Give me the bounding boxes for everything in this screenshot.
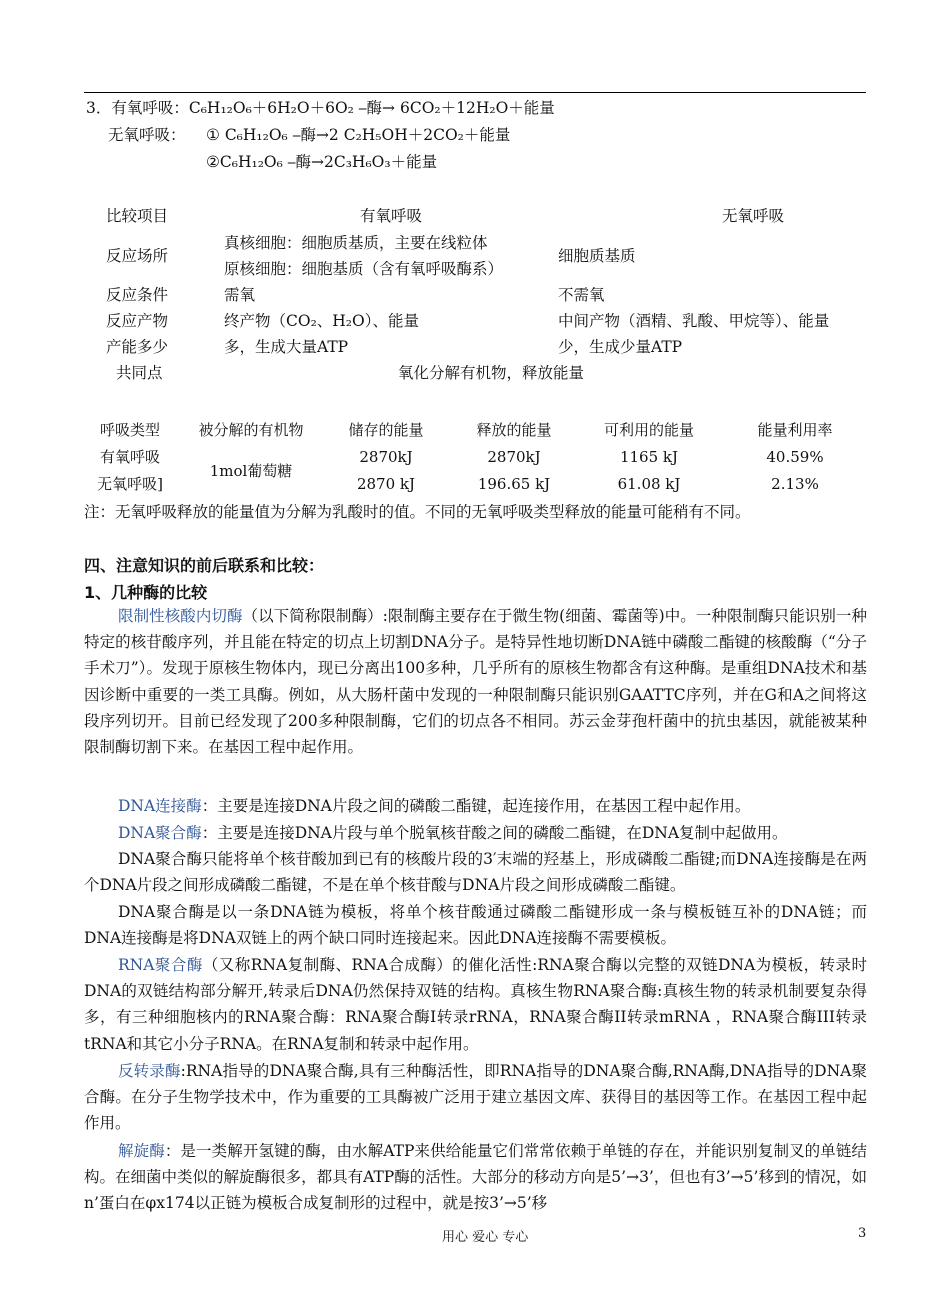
page-number: 3 xyxy=(858,1226,867,1241)
anaerobic-label: 无氧呼吸： xyxy=(108,126,186,144)
en-anaerobic-usable: 61.08 kJ xyxy=(617,475,681,493)
footer-slogan: 用心 爱心 专心 xyxy=(442,1230,529,1245)
term-rna-polymerase: RNA聚合酶 xyxy=(118,956,203,974)
paragraph-dna-polymerase xyxy=(84,820,867,846)
anaerobic-equation-2: ②C₆H₁₂O₆ ⎯酶→2C₃H₆O₃＋能量 xyxy=(206,153,438,171)
section-subtitle: 1、几种酶的比较 xyxy=(84,583,208,602)
energy-note: 注：无氧呼吸释放的能量值为分解为乳酸时的值。不同的无氧呼吸类型释放的能量可能稍有不同。 xyxy=(84,503,751,521)
row-energy-label: 产能多少 xyxy=(106,338,169,356)
en-anaerobic-rate: 2.13% xyxy=(771,475,819,493)
energy-aerobic: 多，生成大量ATP xyxy=(224,338,349,356)
site-aerobic-prokaryote: 原核细胞：细胞基质（含有氧呼吸酶系） xyxy=(224,260,504,278)
row-product xyxy=(98,308,878,334)
header-compare-item: 比较项目 xyxy=(106,207,169,225)
site-aerobic-eukaryote: 真核细胞：细胞质基质，主要在线粒体 xyxy=(224,234,488,252)
paragraph-dna-ligase xyxy=(84,793,867,819)
en-row-aerobic xyxy=(84,444,874,471)
row-product-label: 反应产物 xyxy=(106,312,169,330)
text-dna-ligase: ：主要是连接DNA片段之间的磷酸二酯键，起连接作用，在基因工程中起作用。 xyxy=(201,797,751,815)
row-common-label: 共同点 xyxy=(116,364,163,382)
term-dna-polymerase: DNA聚合酶 xyxy=(118,824,202,842)
paragraph-reverse-transcriptase xyxy=(84,1058,867,1137)
en-anaerobic-stored: 2870 kJ xyxy=(356,475,416,493)
row-common xyxy=(98,360,878,386)
en-header-released: 释放的能量 xyxy=(476,421,552,439)
text-reverse-transcriptase: :RNA指导的DNA聚合酶,具有三种酶活性，即RNA指导的DNA聚合酶,RNA酶,DNA指导的DNA聚合酶。在分子生物学技术中，作为重要的工具酶被广泛用于建立基因文库、获得目的基因等工作。在基因工程中起作用。 xyxy=(84,1062,867,1133)
en-header-type: 呼吸类型 xyxy=(99,421,160,439)
site-anaerobic: 细胞质基质 xyxy=(558,247,636,265)
respiration-comparison-table xyxy=(98,202,878,386)
term-reverse-transcriptase: 反转录酶 xyxy=(118,1062,181,1080)
row-energy xyxy=(98,334,878,360)
energy-anaerobic: 少，生成少量ATP xyxy=(558,338,683,356)
paragraph-restriction-enzyme xyxy=(84,603,867,760)
paragraph-helicase xyxy=(84,1138,867,1218)
header-aerobic: 有氧呼吸 xyxy=(359,207,422,225)
en-header-stored: 储存的能量 xyxy=(348,421,424,439)
term-helicase: 解旋酶 xyxy=(118,1142,165,1160)
header-rule xyxy=(84,92,866,93)
en-header-rate: 能量利用率 xyxy=(757,421,833,439)
common-value: 氧化分解有机物，释放能量 xyxy=(397,364,584,382)
paragraph-polymerase-vs-ligase-1: DNA聚合酶只能将单个核苷酸加到已有的核酸片段的3′末端的羟基上，形成磷酸二酯键;而DNA连接酶是在两个DNA片段之间形成磷酸二酯键，不是在单个核苷酸与DNA片段之间形成磷酸二酯键。 xyxy=(84,850,867,895)
en-aerobic-released: 2870kJ xyxy=(487,448,541,466)
en-aerobic-stored: 2870kJ xyxy=(359,448,413,466)
en-aerobic-type: 有氧呼吸 xyxy=(99,448,160,466)
en-header-substrate: 被分解的有机物 xyxy=(198,421,304,439)
term-dna-ligase: DNA连接酶 xyxy=(118,797,202,815)
paragraph-rna-polymerase xyxy=(84,952,867,1057)
text-helicase: ：是一类解开氢键的酶，由水解ATP来供给能量它们常常依赖于单链的存在，并能识别复制叉的单链结构。在细菌中类似的解旋酶很多，都具有ATP酶的活性。大部分的移动方向是5’→3’，但也有3’→5’移到的情况，如n’蛋白在φx174以正链为模板合成复制形的过程中，就是按3’→5’移 xyxy=(84,1142,867,1213)
row-site-label: 反应场所 xyxy=(106,247,169,265)
en-anaerobic-type: 无氧呼吸] xyxy=(97,475,163,493)
condition-aerobic: 需氧 xyxy=(224,286,256,304)
product-anaerobic: 中间产物（酒精、乳酸、甲烷等）、能量 xyxy=(558,312,830,330)
header-anaerobic: 无氧呼吸 xyxy=(721,207,784,225)
en-aerobic-rate: 40.59% xyxy=(766,448,824,466)
aerobic-equation: 3．有氧呼吸：C₆H₁₂O₆＋6H₂O＋6O₂ ⎯酶→ 6CO₂＋12H₂O＋能量 xyxy=(86,99,555,117)
paragraph-polymerase-vs-ligase-2: DNA聚合酶是以一条DNA链为模板，将单个核苷酸通过磷酸二酯键形成一条与模板链互补的DNA链；而DNA连接酶是将DNA双链上的两个缺口同时连接起来。因此DNA连接酶不需要模板。 xyxy=(84,903,867,948)
text-rna-polymerase: （又称RNA复制酶、RNA合成酶）的催化活性:RNA聚合酶以完整的双链DNA为模板，转录时DNA的双链结构部分解开,转录后DNA仍然保持双链的结构。真核生物RNA聚合酶:真核生物的转录机制要复杂得多，有三种细胞核内的RNA聚合酶：RNA聚合酶I转录rRNA，RNA聚合酶II转录mRNA ，RNA聚合酶III转录tRNA和其它小分子RNA。在RNA复制和转录中起作用。 xyxy=(84,956,867,1053)
row-site xyxy=(98,230,878,282)
row-condition-label: 反应条件 xyxy=(106,286,169,304)
en-aerobic-usable: 1165 kJ xyxy=(619,448,679,466)
product-aerobic: 终产物（CO₂、H₂O）、能量 xyxy=(224,312,419,330)
anaerobic-equation-1: ① C₆H₁₂O₆ ⎯酶→2 C₂H₅OH＋2CO₂＋能量 xyxy=(206,126,511,144)
condition-anaerobic: 不需氧 xyxy=(558,286,605,304)
section-title: 四、注意知识的前后联系和比较： xyxy=(84,556,325,575)
en-substrate: 1mol葡萄糖 xyxy=(209,461,293,480)
term-restriction-enzyme: 限制性核酸内切酶 xyxy=(118,607,243,625)
energy-table xyxy=(84,417,874,498)
text-restriction-enzyme: （以下简称限制酶）:限制酶主要存在于微生物(细菌、霉菌等)中。一种限制酶只能识别一种特定的核苷酸序列，并且能在特定的切点上切割DNA分子。是特异性地切断DNA链中磷酸二酯键的核酸酶（“分子手术刀”）。发现于原核生物体内，现已分离出100多种，几乎所有的原核生物都含有这种酶。是重组DNA技术和基因诊断中重要的一类工具酶。例如，从大肠杆菌中发现的一种限制酶只能识别GAATTC序列，并在G和A之间将这段序列切开。目前已经发现了200多种限制酶，它们的切点各不相同。苏云金芽孢杆菌中的抗虫基因，就能被某种限制酶切割下来。在基因工程中起作用。 xyxy=(84,607,867,757)
en-header-usable: 可利用的能量 xyxy=(603,421,694,439)
row-condition xyxy=(98,282,878,308)
text-dna-polymerase: ：主要是连接DNA片段与单个脱氧核苷酸之间的磷酸二酯键，在DNA复制中起做用。 xyxy=(201,824,788,842)
en-anaerobic-released: 196.65 kJ xyxy=(477,475,551,493)
